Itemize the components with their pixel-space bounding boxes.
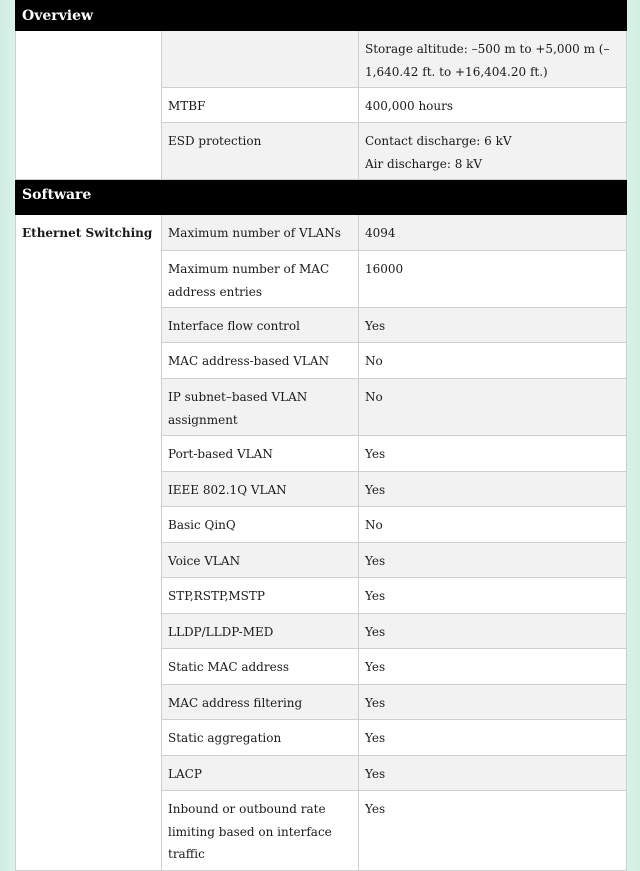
value-cell: Yes <box>359 720 627 756</box>
value-cell: No <box>359 507 627 543</box>
group-label-ethernet-switching: Ethernet Switching <box>16 215 162 871</box>
attribute-cell: Static aggregation <box>162 720 359 756</box>
attribute-cell: MAC address filtering <box>162 685 359 720</box>
value-line: Storage altitude: –500 m to +5,000 m (– <box>365 42 610 56</box>
value-cell: 16000 <box>359 251 627 308</box>
value-cell <box>359 31 627 88</box>
section-header-overview <box>16 1 627 31</box>
value-cell <box>359 123 627 180</box>
spec-table <box>15 0 627 871</box>
value-cell: Yes <box>359 543 627 578</box>
section-title: Software <box>16 180 627 215</box>
value-cell: No <box>359 379 627 436</box>
value-cell: 400,000 hours <box>359 88 627 123</box>
value-cell: Yes <box>359 649 627 685</box>
spec-document <box>15 0 626 861</box>
attribute-cell: LACP <box>162 756 359 791</box>
attribute-cell: IP subnet–based VLAN assignment <box>162 379 359 436</box>
value-cell: Yes <box>359 614 627 649</box>
attribute-cell: STP,RSTP,MSTP <box>162 578 359 614</box>
section-header-software <box>16 180 627 215</box>
attribute-cell: Basic QinQ <box>162 507 359 543</box>
table-row <box>16 215 627 251</box>
attribute-cell: Voice VLAN <box>162 543 359 578</box>
table-row <box>16 31 627 88</box>
attribute-cell <box>162 31 359 88</box>
attribute-cell: Port-based VLAN <box>162 436 359 472</box>
attribute-cell: Static MAC address <box>162 649 359 685</box>
attribute-cell: LLDP/LLDP-MED <box>162 614 359 649</box>
value-cell: No <box>359 343 627 379</box>
attribute-cell: IEEE 802.1Q VLAN <box>162 472 359 507</box>
value-line: Air discharge: 8 kV <box>365 156 483 171</box>
value-line: 1,640.42 ft. to +16,404.20 ft.) <box>365 64 548 79</box>
attribute-cell: Inbound or outbound rate limiting based on interface traffic <box>162 791 359 871</box>
value-cell: Yes <box>359 436 627 472</box>
attribute-cell: ESD protection <box>162 123 359 180</box>
attribute-cell: Interface flow control <box>162 308 359 343</box>
value-cell: Yes <box>359 472 627 507</box>
attribute-cell: MAC address-based VLAN <box>162 343 359 379</box>
value-cell: Yes <box>359 791 627 871</box>
value-cell: Yes <box>359 308 627 343</box>
value-cell: Yes <box>359 756 627 791</box>
group-cell-overview <box>16 31 162 180</box>
section-title: Overview <box>16 1 627 31</box>
attribute-cell: Maximum number of MAC address entries <box>162 251 359 308</box>
value-cell: Yes <box>359 685 627 720</box>
value-line: Contact discharge: 6 kV <box>365 134 512 148</box>
attribute-cell: Maximum number of VLANs <box>162 215 359 251</box>
value-cell: 4094 <box>359 215 627 251</box>
value-cell: Yes <box>359 578 627 614</box>
attribute-cell: MTBF <box>162 88 359 123</box>
